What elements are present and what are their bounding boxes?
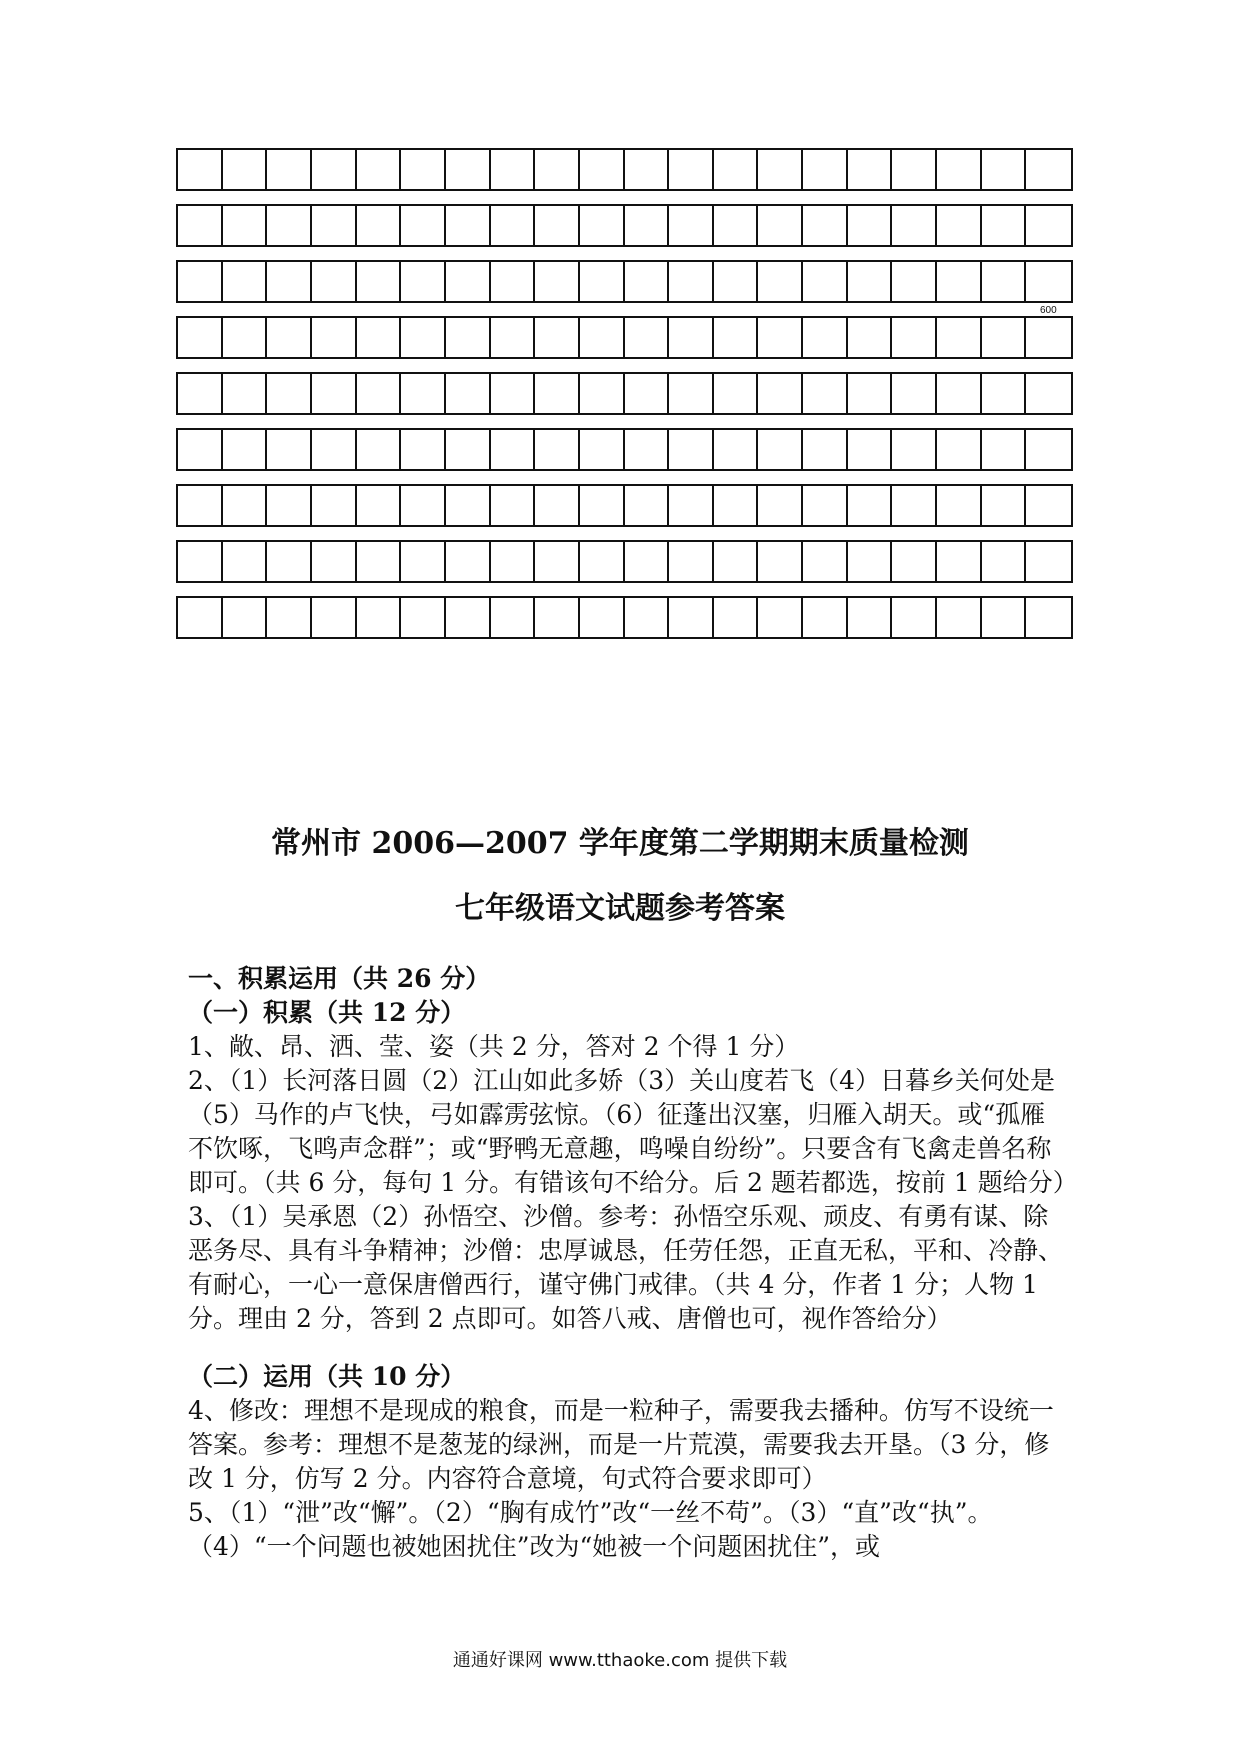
answer-item: 2、（1）长河落日圆（2）江山如此多娇（3）关山度若飞（4）日暮乡关何处是（5）马作的卢飞快，弓如霹雳弦惊。（6）征蓬出汉塞，归雁入胡天。或“孤雁不饮啄，飞鸣声念群”；或“野鸭无意趣，鸣噪自纷纷”。只要含有飞禽走兽名称即可。（共 6 分，每句 1 分。有错该句不给分。后 2 题若都选，按前 1 题给分） bbox=[188, 1066, 1078, 1197]
grid-cell bbox=[357, 430, 402, 469]
grid-cell bbox=[580, 206, 625, 245]
grid-cell bbox=[982, 150, 1027, 189]
grid-cell bbox=[803, 150, 848, 189]
grid-cell bbox=[580, 262, 625, 301]
grid-cell bbox=[267, 318, 312, 357]
grid-cell bbox=[714, 318, 759, 357]
grid-cell bbox=[312, 318, 357, 357]
grid-cell bbox=[401, 262, 446, 301]
grid-cell bbox=[669, 486, 714, 525]
answer-item: 3、（1）吴承恩（2）孙悟空、沙僧。参考：孙悟空乐观、顽皮、有勇有谋、除恶务尽、具有斗争精神；沙僧：忠厚诚恳，任劳任怨，正直无私，平和、冷静、有耐心，一心一意保唐僧西行，谨守佛门戒律。（共 4 分，作者 1 分；人物 1 分。理由 2 分，答到 2 点即可。如答八戒、唐僧也可，视作答给分） bbox=[188, 1202, 1064, 1333]
grid-cell bbox=[803, 598, 848, 637]
grid-cell bbox=[223, 262, 268, 301]
grid-cell bbox=[446, 206, 491, 245]
grid-cell bbox=[803, 262, 848, 301]
grid-cell bbox=[446, 486, 491, 525]
grid-cell bbox=[401, 318, 446, 357]
answer-body bbox=[188, 962, 1078, 1564]
grid-cell bbox=[848, 206, 893, 245]
grid-cell bbox=[982, 374, 1027, 413]
grid-row bbox=[176, 316, 1073, 359]
grid-cell bbox=[446, 542, 491, 581]
grid-cell bbox=[848, 150, 893, 189]
grid-cell bbox=[178, 374, 223, 413]
grid-cell bbox=[267, 150, 312, 189]
page-subtitle: 七年级语文试题参考答案 bbox=[455, 891, 785, 926]
grid-cell bbox=[535, 262, 580, 301]
grid-cell bbox=[223, 374, 268, 413]
grid-cell bbox=[267, 262, 312, 301]
grid-cell bbox=[758, 206, 803, 245]
grid-cell bbox=[580, 430, 625, 469]
grid-cell bbox=[848, 318, 893, 357]
grid-cell bbox=[580, 318, 625, 357]
grid-cell bbox=[357, 318, 402, 357]
grid-cell bbox=[1026, 542, 1071, 581]
grid-cell bbox=[535, 430, 580, 469]
grid-cell bbox=[625, 486, 670, 525]
answer-item: 1、敞、昂、洒、莹、姿（共 2 分，答对 2 个得 1 分） bbox=[188, 1032, 800, 1061]
grid-cell bbox=[758, 598, 803, 637]
grid-cell bbox=[178, 318, 223, 357]
grid-cell bbox=[803, 542, 848, 581]
grid-cell bbox=[714, 206, 759, 245]
grid-row bbox=[176, 596, 1073, 639]
grid-cell bbox=[312, 206, 357, 245]
grid-cell bbox=[625, 542, 670, 581]
grid-cell bbox=[714, 262, 759, 301]
grid-cell bbox=[937, 262, 982, 301]
grid-cell bbox=[1026, 262, 1071, 301]
grid-cell bbox=[625, 150, 670, 189]
grid-cell bbox=[267, 598, 312, 637]
grid-cell bbox=[178, 486, 223, 525]
grid-cell bbox=[223, 598, 268, 637]
grid-cell bbox=[758, 262, 803, 301]
grid-cell bbox=[892, 206, 937, 245]
grid-cell bbox=[1026, 598, 1071, 637]
grid-cell bbox=[312, 430, 357, 469]
grid-cell bbox=[982, 206, 1027, 245]
grid-cell bbox=[937, 486, 982, 525]
grid-cell bbox=[937, 150, 982, 189]
footer-credit: 通通好课网 www.tthaoke.com 提供下载 bbox=[452, 1650, 788, 1671]
grid-row bbox=[176, 372, 1073, 415]
grid-cell bbox=[446, 374, 491, 413]
character-count-marker: 600 bbox=[1040, 305, 1057, 316]
grid-cell bbox=[803, 206, 848, 245]
grid-row bbox=[176, 148, 1073, 191]
grid-cell bbox=[1026, 430, 1071, 469]
grid-cell bbox=[491, 430, 536, 469]
grid-cell bbox=[535, 150, 580, 189]
grid-cell bbox=[892, 598, 937, 637]
grid-cell bbox=[178, 150, 223, 189]
grid-cell bbox=[535, 542, 580, 581]
grid-cell bbox=[401, 486, 446, 525]
grid-cell bbox=[625, 374, 670, 413]
grid-cell bbox=[714, 486, 759, 525]
grid-cell bbox=[1026, 374, 1071, 413]
grid-row bbox=[176, 484, 1073, 527]
grid-cell bbox=[892, 542, 937, 581]
grid-cell bbox=[714, 598, 759, 637]
grid-cell bbox=[312, 374, 357, 413]
grid-cell bbox=[357, 542, 402, 581]
grid-cell bbox=[714, 150, 759, 189]
grid-cell bbox=[982, 598, 1027, 637]
grid-cell bbox=[937, 374, 982, 413]
page-title: 常州市 2006—2007 学年度第二学期期末质量检测 bbox=[271, 826, 969, 861]
grid-cell bbox=[580, 374, 625, 413]
writing-grid bbox=[176, 148, 1073, 652]
grid-cell bbox=[267, 374, 312, 413]
grid-cell bbox=[267, 430, 312, 469]
grid-cell bbox=[714, 374, 759, 413]
grid-cell bbox=[178, 206, 223, 245]
grid-cell bbox=[937, 430, 982, 469]
grid-cell bbox=[1026, 206, 1071, 245]
grid-cell bbox=[312, 150, 357, 189]
grid-cell bbox=[223, 318, 268, 357]
grid-cell bbox=[580, 598, 625, 637]
grid-cell bbox=[892, 374, 937, 413]
grid-cell bbox=[848, 486, 893, 525]
grid-cell bbox=[982, 430, 1027, 469]
grid-cell bbox=[937, 598, 982, 637]
grid-cell bbox=[535, 374, 580, 413]
grid-cell bbox=[178, 430, 223, 469]
grid-cell bbox=[803, 374, 848, 413]
grid-cell bbox=[357, 150, 402, 189]
grid-cell bbox=[848, 374, 893, 413]
grid-cell bbox=[758, 318, 803, 357]
grid-cell bbox=[401, 430, 446, 469]
grid-cell bbox=[446, 430, 491, 469]
grid-cell bbox=[223, 542, 268, 581]
grid-cell bbox=[758, 150, 803, 189]
grid-cell bbox=[178, 542, 223, 581]
grid-cell bbox=[312, 262, 357, 301]
answer-item: 5、（1）“泄”改“懈”。（2）“胸有成竹”改“一丝不苟”。（3）“直”改“执”。（4）“一个问题也被她困扰住”改为“她被一个问题困扰住”，或 bbox=[188, 1498, 993, 1561]
grid-cell bbox=[312, 542, 357, 581]
grid-cell bbox=[937, 318, 982, 357]
grid-cell bbox=[401, 206, 446, 245]
grid-cell bbox=[803, 318, 848, 357]
grid-cell bbox=[982, 318, 1027, 357]
grid-cell bbox=[669, 598, 714, 637]
grid-cell bbox=[669, 318, 714, 357]
grid-cell bbox=[758, 486, 803, 525]
grid-cell bbox=[937, 206, 982, 245]
grid-cell bbox=[982, 262, 1027, 301]
grid-cell bbox=[580, 150, 625, 189]
grid-cell bbox=[267, 542, 312, 581]
grid-cell bbox=[1026, 486, 1071, 525]
grid-cell bbox=[491, 598, 536, 637]
grid-cell bbox=[178, 598, 223, 637]
grid-cell bbox=[1026, 150, 1071, 189]
section-heading: 一、积累运用（共 26 分） bbox=[188, 964, 491, 993]
grid-cell bbox=[223, 486, 268, 525]
grid-row bbox=[176, 540, 1073, 583]
grid-cell bbox=[491, 206, 536, 245]
grid-cell bbox=[669, 262, 714, 301]
grid-cell bbox=[223, 430, 268, 469]
grid-cell bbox=[892, 486, 937, 525]
grid-cell bbox=[892, 318, 937, 357]
grid-cell bbox=[892, 150, 937, 189]
grid-cell bbox=[580, 486, 625, 525]
grid-cell bbox=[625, 318, 670, 357]
grid-cell bbox=[357, 374, 402, 413]
grid-cell bbox=[357, 262, 402, 301]
grid-cell bbox=[223, 206, 268, 245]
grid-cell bbox=[982, 486, 1027, 525]
grid-cell bbox=[669, 374, 714, 413]
grid-cell bbox=[625, 206, 670, 245]
grid-row bbox=[176, 204, 1073, 247]
grid-cell bbox=[758, 374, 803, 413]
grid-cell bbox=[982, 542, 1027, 581]
grid-cell bbox=[491, 486, 536, 525]
grid-cell bbox=[714, 430, 759, 469]
grid-cell bbox=[625, 430, 670, 469]
grid-cell bbox=[1026, 318, 1071, 357]
grid-cell bbox=[491, 262, 536, 301]
grid-cell bbox=[892, 262, 937, 301]
grid-cell bbox=[267, 486, 312, 525]
grid-cell bbox=[312, 598, 357, 637]
grid-cell bbox=[446, 598, 491, 637]
grid-cell bbox=[758, 430, 803, 469]
grid-cell bbox=[803, 430, 848, 469]
grid-cell bbox=[491, 374, 536, 413]
answer-item: 4、修改：理想不是现成的粮食，而是一粒种子，需要我去播种。仿写不设统一答案。参考：理想不是葱茏的绿洲，而是一片荒漠，需要我去开垦。（3 分，修改 1 分，仿写 2 分。内容符合意境，句式符合要求即可） bbox=[188, 1396, 1054, 1493]
grid-cell bbox=[491, 318, 536, 357]
grid-cell bbox=[669, 430, 714, 469]
grid-cell bbox=[178, 262, 223, 301]
grid-cell bbox=[312, 486, 357, 525]
grid-cell bbox=[669, 206, 714, 245]
grid-cell bbox=[491, 150, 536, 189]
grid-cell bbox=[446, 262, 491, 301]
grid-cell bbox=[625, 262, 670, 301]
grid-cell bbox=[848, 430, 893, 469]
subsection-heading: （一）积累（共 12 分） bbox=[188, 998, 466, 1027]
grid-cell bbox=[848, 262, 893, 301]
grid-cell bbox=[669, 542, 714, 581]
grid-cell bbox=[535, 318, 580, 357]
grid-cell bbox=[535, 598, 580, 637]
grid-cell bbox=[357, 598, 402, 637]
grid-cell bbox=[535, 206, 580, 245]
grid-row bbox=[176, 260, 1073, 303]
grid-cell bbox=[446, 150, 491, 189]
grid-cell bbox=[848, 598, 893, 637]
grid-cell bbox=[937, 542, 982, 581]
grid-cell bbox=[625, 598, 670, 637]
grid-cell bbox=[491, 542, 536, 581]
grid-cell bbox=[357, 206, 402, 245]
grid-row bbox=[176, 428, 1073, 471]
grid-cell bbox=[803, 486, 848, 525]
grid-cell bbox=[401, 598, 446, 637]
grid-cell bbox=[580, 542, 625, 581]
grid-cell bbox=[535, 486, 580, 525]
grid-cell bbox=[267, 206, 312, 245]
grid-cell bbox=[223, 150, 268, 189]
grid-cell bbox=[758, 542, 803, 581]
subsection-heading: （二）运用（共 10 分） bbox=[188, 1362, 466, 1391]
grid-cell bbox=[401, 542, 446, 581]
grid-cell bbox=[401, 150, 446, 189]
grid-cell bbox=[848, 542, 893, 581]
grid-cell bbox=[714, 542, 759, 581]
grid-cell bbox=[446, 318, 491, 357]
grid-cell bbox=[892, 430, 937, 469]
grid-cell bbox=[669, 150, 714, 189]
grid-cell bbox=[401, 374, 446, 413]
grid-cell bbox=[357, 486, 402, 525]
